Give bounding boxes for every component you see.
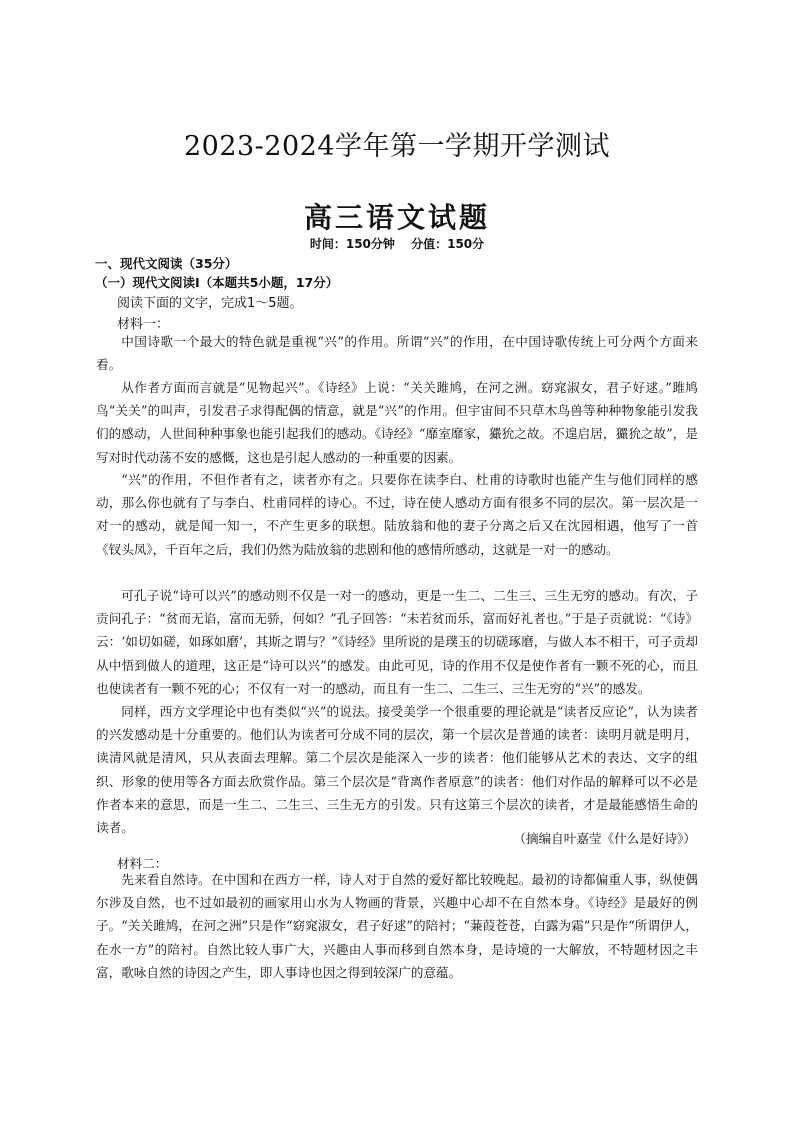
material2-label: 材料二： xyxy=(117,856,168,871)
section-heading: 一、现代文阅读（35分） xyxy=(95,256,238,271)
reading-instruction: 阅读下面的文字，完成1～5题。 xyxy=(117,296,303,311)
material1-source: （摘编自叶嘉莹《什么是好诗》） xyxy=(513,831,696,846)
exam-score: 分值：150分 xyxy=(411,237,485,251)
material1-paragraph: 中国诗歌一个最大的特色就是重视“兴”的作用。所谓“兴”的作用，在中国诗歌传统上可分两个方面来看。 xyxy=(96,334,698,373)
material1-paragraph: “兴”的作用，不但作者有之，读者亦有之。只要你在读李白、杜甫的诗歌时也能产生与他们同样的感动，那么你也就有了与李白、杜甫同样的诗心。不过，诗在使人感动方面有很多不同的层次。第一层次是一对一的感动，就是闻一知一，不产生更多的联想。陆放翁和他的妻子分离之后又在沈园相遇，他写了一首《钗头凤》，千百年之后，我们仍然为陆放翁的悲剧和他的感情所感动，这就是一对一的感动。 xyxy=(96,472,698,557)
material1-paragraph: 可孔子说“诗可以兴”的感动则不仅是一对一的感动，更是一生二、二生三、三生无穷的感动。有次，子贡问孔子：“贫而无谄，富而无骄，何如？”孔子回答：“未若贫而乐，富而好礼者也。”于是子贡就说：“《诗》云：‘如切如磋，如琢如磨’，其斯之谓与？”《诗经》里所说的是璞玉的切磋琢磨，与做人本不相干，可子贡却从中悟到做人的道理，这正是“诗可以兴”的感发。由此可见，诗的作用不仅是使作者有一颗不死的心，而且也使读者有一颗不死的心；不仅有一对一的感动，而且有一生二、二生三、三生无穷的“兴”的感发。 xyxy=(96,588,698,696)
exam-time: 时间：150分钟 xyxy=(309,237,395,251)
material2-paragraph: 先来看自然诗。在中国和在西方一样，诗人对于自然的爱好都比较晚起。最初的诗都偏重人事，纵使偶尔涉及自然，也不过如最初的画家用山水为人物画的背景，兴趣中心却不在自然本身。《诗经》是最好的例子。“关关雎鸠，在河之洲”只是作“窈窕淑女，君子好逑”的陪衬；“蒹葭苍苍，白露为霜”只是作“所谓伊人，在水一方”的陪衬。自然比较人事广大，兴趣由人事而移到自然本身，是诗境的一大解放，不特题材因之丰富，歌咏自然的诗因之产生，即人事诗也因之得到较深广的意蕴。 xyxy=(96,872,698,980)
exam-subtitle: 高三语文试题 xyxy=(303,201,490,234)
section-subheading: （一）现代文阅读Ⅰ（本题共5小题，17分） xyxy=(95,275,339,290)
exam-title: 2023-2024学年第一学期开学测试 xyxy=(183,131,611,162)
material1-label: 材料一： xyxy=(117,317,170,332)
material1-paragraph: 同样，西方文学理论中也有类似“兴”的说法。接受美学一个很重要的理论就是“读者反应论”，认为读者的兴发感动是十分重要的。他们认为读者可分成不同的层次，第一个层次是普通的读者：读明月就是明月，读清风就是清风，只从表面去理解。第二个层次是能深入一步的读者：他们能够从艺术的表达、文字的组织、形象的使用等各方面去欣赏作品。第三个层次是“背离作者原意”的读者：他们对作品的解释可以不必是作者本来的意思，而是一生二、二生三、三生无方的引发。只有这第三个层次的读者，才是最能感悟生命的读者。 xyxy=(96,704,698,836)
exam-info xyxy=(0,235,794,252)
material1-paragraph: 从作者方面而言就是“见物起兴”。《诗经》上说：“关关雎鸠，在河之洲。窈窕淑女，君子好逑。”雎鸠鸟“关关”的叫声，引发君子求得配偶的情意，就是“兴”的作用。但宇宙间不只草木鸟兽等种种物象能引发我们的感动，人世间种种事象也能引起我们的感动。《诗经》“靡室靡家，玁狁之故。不遑启居，玁狁之故”，是写对时代动荡不安的感慨，这也是引起人感动的一种重要的因素。 xyxy=(96,380,698,465)
